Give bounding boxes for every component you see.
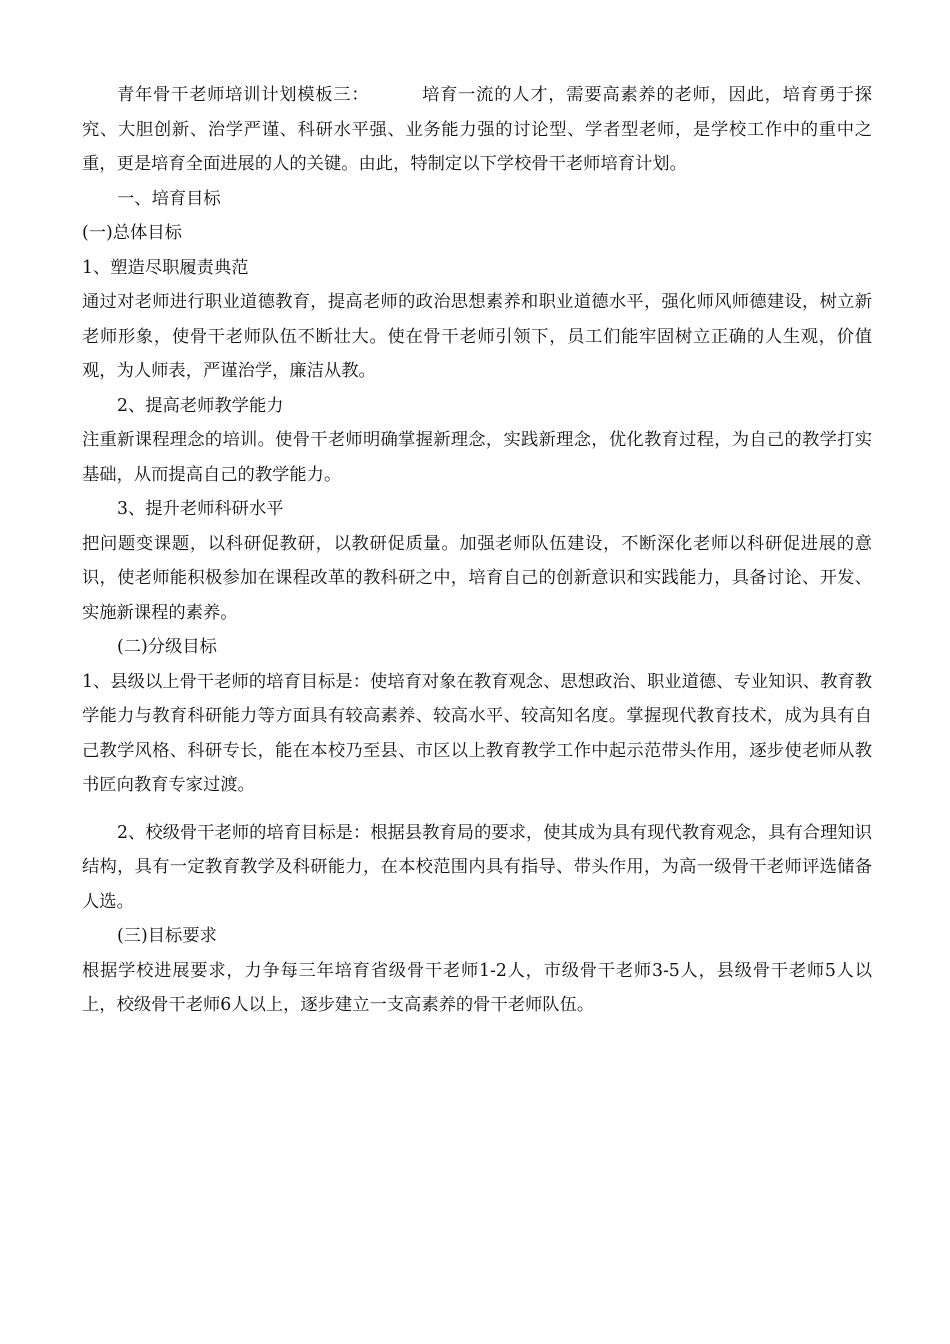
intro-text: 培育一流的人才，需要高素养的老师，因此，培育勇于探究、大胆创新、治学严谨、科研水平强、业务能力强的讨论型、学者型老师，是学校工作中的重中之重，更是培育全面进展的人的关键。由此，特制定以下学校骨干老师培育计划。 — [82, 85, 872, 174]
graded-goal-paragraph-1: 1、县级以上骨干老师的培育目标是：使培育对象在教育观念、思想政治、职业道德、专业知识、教育教学能力与教育科研能力等方面具有较高素养、较高水平、较高知名度。掌握现代教育技术，成为具有自己教学风格、科研专长，能在本校乃至县、市区以上教育教学工作中起示范带头作用，逐步使老师从教书匠向教育专家过渡。 — [82, 671, 872, 795]
document-page — [82, 78, 872, 1023]
item-paragraph-2: 注重新课程理念的培训。使骨干老师明确掌握新理念，实践新理念，优化教育过程，为自己的教学打实基础，从而提高自己的教学能力。 — [82, 430, 872, 485]
item-heading-2: 2、提高老师教学能力 — [117, 395, 284, 416]
graded-goal-paragraph-2: 2、校级骨干老师的培育目标是：根据县教育局的要求，使其成为具有现代教育观念，具有合理知识结构，具有一定教育教学及科研能力，在本校范围内具有指导、带头作用，为高一级骨干老师评选储备人选。 — [82, 822, 872, 912]
section-heading-goals: 一、培育目标 — [117, 188, 221, 209]
item-paragraph-3: 把问题变课题，以科研促教研，以教研促质量。加强老师队伍建设，不断深化老师以科研促进展的意识，使老师能积极参加在课程改革的教科研之中，培育自己的创新意识和实践能力，具备讨论、开发、实施新课程的素养。 — [82, 533, 872, 623]
subheading-overall-goals: (一)总体目标 — [82, 223, 182, 243]
subheading-graded-goals: (二)分级目标 — [117, 637, 217, 657]
subheading-goal-requirements: (三)目标要求 — [117, 926, 217, 946]
item-heading-3: 3、提升老师科研水平 — [117, 499, 284, 519]
intro-paragraph — [82, 78, 872, 182]
item-heading-1: 1、塑造尽职履责典范 — [82, 257, 249, 278]
intro-title: 青年骨干老师培训计划模板三： — [117, 85, 370, 105]
requirements-paragraph: 根据学校进展要求，力争每三年培育省级骨干老师1-2人，市级骨干老师3-5人，县级骨干老师5人以上，校级骨干老师6人以上，逐步建立一支高素养的骨干老师队伍。 — [82, 960, 872, 1015]
item-paragraph-1: 通过对老师进行职业道德教育，提高老师的政治思想素养和职业道德水平，强化师风师德建设，树立新老师形象，使骨干老师队伍不断壮大。使在骨干老师引领下，员工们能牢固树立正确的人生观，价值观，为人师表，严谨治学，廉洁从教。 — [82, 292, 872, 381]
